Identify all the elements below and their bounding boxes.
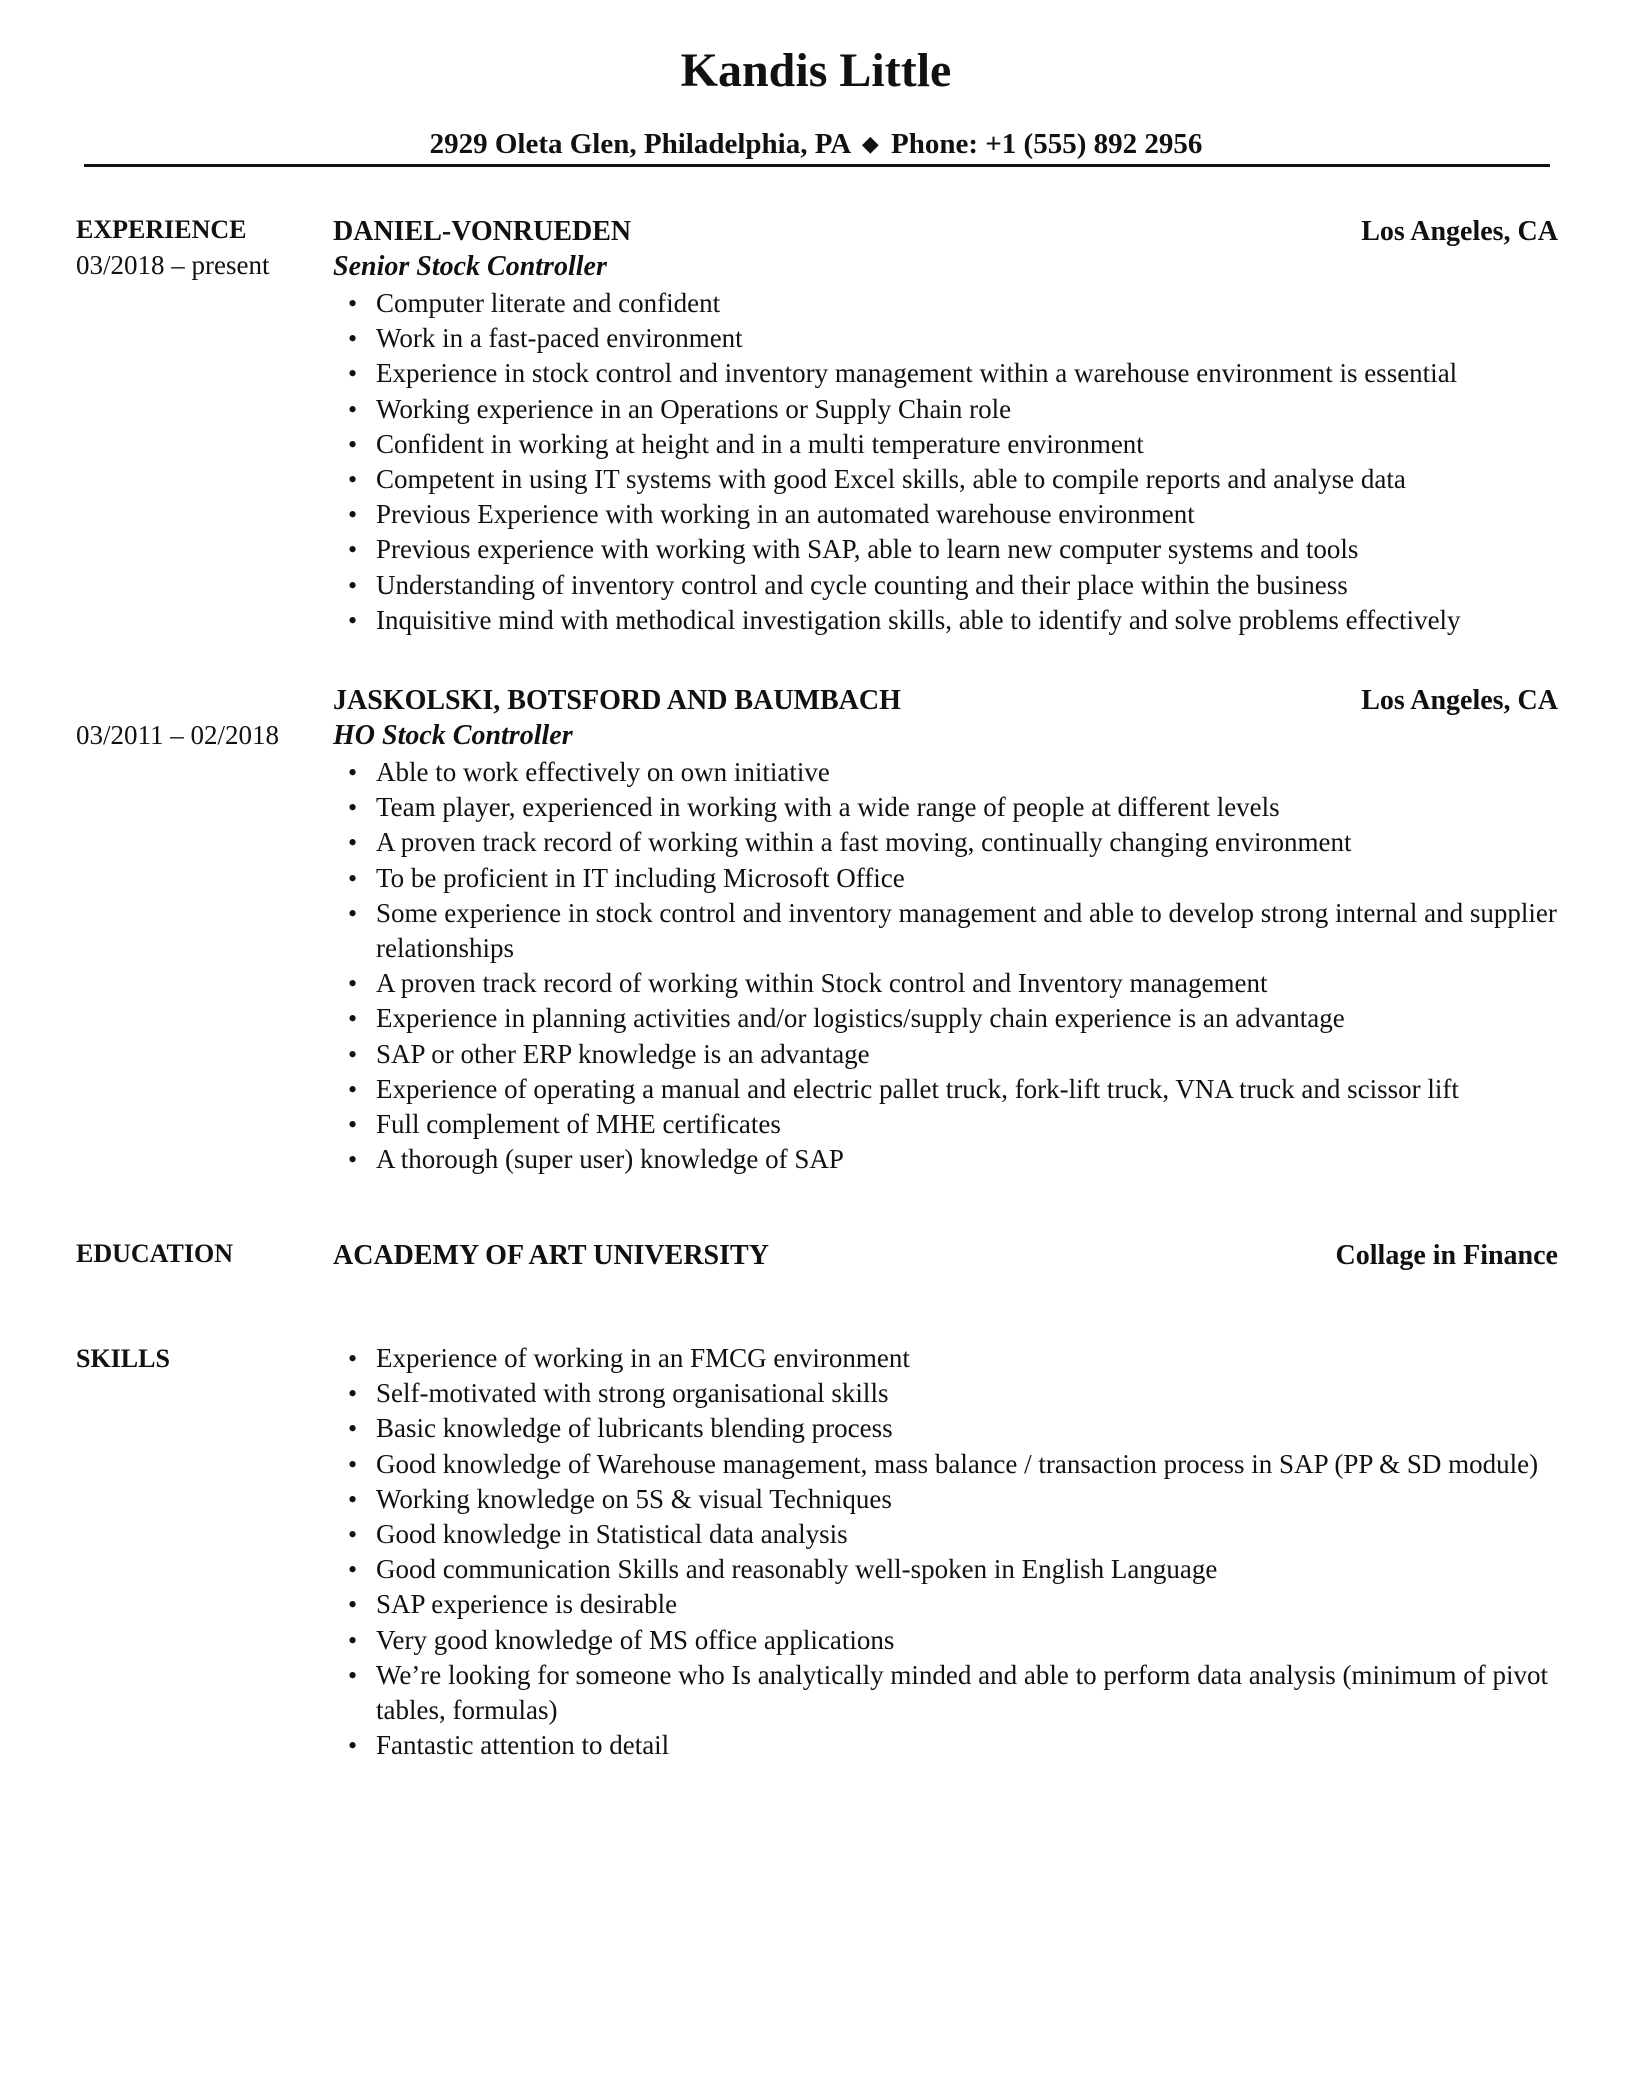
diamond-separator-icon: ◆: [861, 131, 879, 156]
bullet-item: • Experience of working in an FMCG environment: [340, 1341, 1565, 1376]
job-location: Los Angeles, CA: [1361, 685, 1558, 716]
bullet-item: • SAP or other ERP knowledge is an advantage: [340, 1037, 1565, 1072]
job-title: Senior Stock Controller: [333, 251, 607, 282]
education-section-label: EDUCATION: [76, 1239, 233, 1268]
bullet-item: • Work in a fast-paced environment: [340, 321, 1565, 356]
bullet-item: • Computer literate and confident: [340, 286, 1565, 321]
bullet-item: • Able to work effectively on own initiative: [340, 755, 1565, 790]
bullet-item: • Team player, experienced in working with a wide range of people at different levels: [340, 790, 1565, 825]
bullet-item: • Inquisitive mind with methodical investigation skills, able to identify and solve problems effectively: [340, 603, 1565, 638]
candidate-name: Kandis Little: [680, 44, 952, 97]
bullet-item: • Previous Experience with working in an automated warehouse environment: [340, 497, 1565, 532]
experience-section-label: EXPERIENCE: [76, 215, 247, 244]
job-title: HO Stock Controller: [333, 720, 573, 751]
job-location: Los Angeles, CA: [1361, 216, 1558, 247]
bullet-item: • Working knowledge on 5S & visual Techniques: [340, 1482, 1565, 1517]
bullet-item: • Basic knowledge of lubricants blending process: [340, 1411, 1565, 1446]
job-employer: DANIEL-VONRUEDEN: [333, 216, 632, 247]
education-degree: Collage in Finance: [1335, 1240, 1558, 1271]
bullet-item: • A proven track record of working within Stock control and Inventory management: [340, 966, 1565, 1001]
bullet-item: • To be proficient in IT including Microsoft Office: [340, 861, 1565, 896]
bullet-item: • Understanding of inventory control and cycle counting and their place within the business: [340, 568, 1565, 603]
bullet-item: • Self-motivated with strong organisational skills: [340, 1376, 1565, 1411]
skills-bullets: [340, 1341, 1565, 1763]
bullet-item: • Fantastic attention to detail: [340, 1728, 1565, 1763]
bullet-item: • Confident in working at height and in a multi temperature environment: [340, 427, 1565, 462]
bullet-item: • Working experience in an Operations or Supply Chain role: [340, 392, 1565, 427]
bullet-item: • Previous experience with working with SAP, able to learn new computer systems and tools: [340, 532, 1565, 567]
job-dates: 03/2018 – present: [76, 250, 270, 280]
bullet-item: • Competent in using IT systems with good Excel skills, able to compile reports and analyse data: [340, 462, 1565, 497]
bullet-item: • Good knowledge of Warehouse management, mass balance / transaction process in SAP (PP & SD module): [340, 1447, 1565, 1482]
job-bullets: [340, 755, 1565, 1177]
bullet-item: • We’re looking for someone who Is analytically minded and able to perform data analysis (minimum of pivot tables, formulas): [340, 1658, 1565, 1728]
phone: Phone: +1 (555) 892 2956: [891, 128, 1203, 160]
bullet-item: • Good knowledge in Statistical data analysis: [340, 1517, 1565, 1552]
bullet-item: • A thorough (super user) knowledge of SAP: [340, 1142, 1565, 1177]
bullet-item: • A proven track record of working within a fast moving, continually changing environment: [340, 825, 1565, 860]
bullet-item: • Experience in stock control and inventory management within a warehouse environment is essential: [340, 356, 1565, 391]
job-bullets: [340, 286, 1565, 638]
bullet-item: • Experience of operating a manual and electric pallet truck, fork-lift truck, VNA truck and scissor lift: [340, 1072, 1565, 1107]
bullet-item: • Some experience in stock control and inventory management and able to develop strong internal and supplier relationships: [340, 896, 1565, 966]
bullet-item: • Very good knowledge of MS office applications: [340, 1623, 1565, 1658]
address: 2929 Oleta Glen, Philadelphia, PA: [429, 128, 850, 160]
job-dates: 03/2011 – 02/2018: [76, 720, 280, 750]
header-divider: [84, 164, 1550, 167]
job-employer: JASKOLSKI, BOTSFORD AND BAUMBACH: [333, 685, 901, 716]
bullet-item: • SAP experience is desirable: [340, 1587, 1565, 1622]
skills-section-label: SKILLS: [76, 1344, 170, 1373]
contact-line: [0, 126, 1632, 164]
bullet-item: • Full complement of MHE certificates: [340, 1107, 1565, 1142]
bullet-item: • Experience in planning activities and/or logistics/supply chain experience is an advantage: [340, 1001, 1565, 1036]
education-school: ACADEMY OF ART UNIVERSITY: [333, 1240, 769, 1271]
bullet-item: • Good communication Skills and reasonably well-spoken in English Language: [340, 1552, 1565, 1587]
